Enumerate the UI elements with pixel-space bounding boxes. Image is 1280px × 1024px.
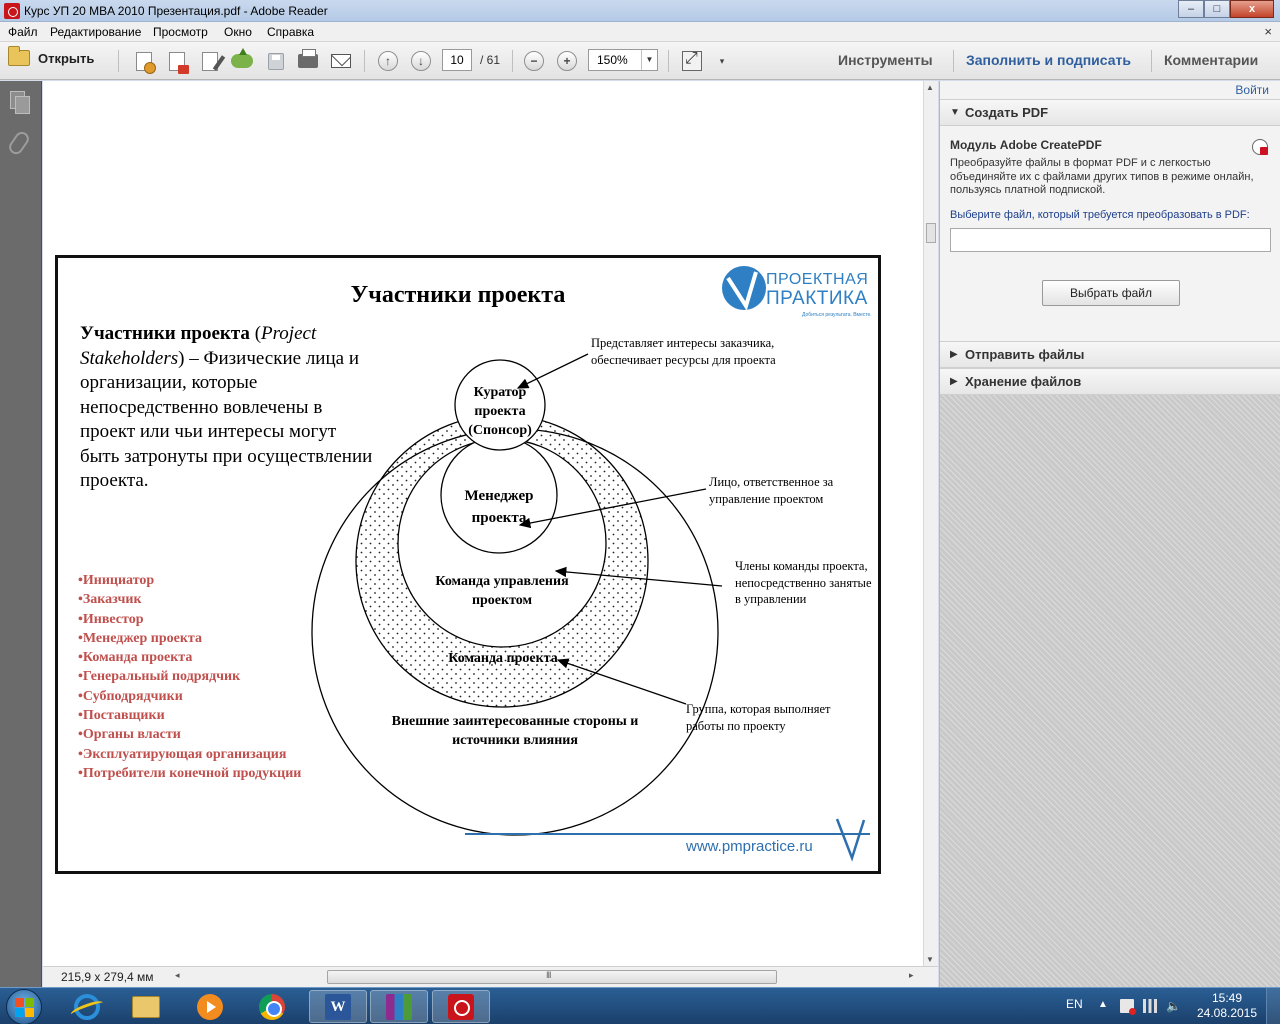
save-button[interactable] [265, 51, 287, 71]
open-label: Открыть [38, 50, 95, 66]
list-item: •Потребители конечной продукции [78, 765, 302, 781]
zoom-value: 150% [597, 53, 628, 67]
adobe-reader-icon [4, 3, 20, 19]
tools-pane [939, 81, 1280, 987]
maximize-button[interactable]: □ [1204, 0, 1230, 18]
toolbar-separator [118, 50, 119, 72]
attachments-paperclip-icon[interactable] [6, 129, 31, 157]
menu-edit[interactable]: Редактирование [50, 25, 142, 39]
document-pdf-icon [169, 52, 185, 71]
zoom-out-button[interactable] [523, 51, 545, 71]
internet-explorer-icon [74, 994, 100, 1020]
list-item: •Заказчик [78, 592, 142, 608]
definition-paren: ( [249, 323, 262, 344]
show-desktop-button[interactable] [1266, 988, 1280, 1024]
winrar-icon [386, 994, 412, 1020]
triangle-right-icon: ▶ [950, 349, 958, 360]
toolbar-more-icon[interactable]: ▾ [719, 55, 725, 66]
page-size-readout: 215,9 x 279,4 мм [61, 970, 154, 984]
vertical-scroll-thumb[interactable] [926, 223, 936, 243]
create-pdf-tool-button[interactable] [133, 51, 155, 71]
definition-term: Участники проекта [80, 323, 250, 344]
title-bar [0, 0, 1280, 22]
plus-icon: + [557, 51, 577, 71]
menu-bar [0, 22, 1280, 42]
print-button[interactable] [297, 51, 319, 71]
start-button[interactable] [6, 989, 42, 1024]
triangle-down-icon: ▼ [950, 107, 960, 118]
email-button[interactable] [330, 51, 352, 71]
word-icon: W [325, 994, 351, 1020]
stakeholder-list [78, 571, 301, 783]
printer-icon [298, 54, 318, 68]
taskbar-explorer[interactable] [117, 990, 175, 1023]
arrow-up-icon: ↑ [378, 51, 398, 71]
list-item: •Поставщики [78, 708, 165, 724]
list-item: •Команда проекта [78, 650, 193, 666]
menu-window[interactable]: Окно [224, 25, 252, 39]
slide [55, 255, 881, 874]
window-title: Курс УП 20 MBA 2010 Презентация.pdf - Adobe Reader [24, 4, 328, 18]
action-center-icon[interactable] [1120, 999, 1134, 1013]
windows-logo-icon [25, 1008, 34, 1017]
convert-pdf-button[interactable] [166, 51, 188, 71]
list-item: •Инвестор [78, 611, 144, 627]
menu-file[interactable]: Файл [8, 25, 38, 39]
expand-icon [682, 51, 702, 71]
scroll-down-arrow-icon[interactable]: ▼ [926, 955, 934, 964]
windows-logo-icon [15, 998, 24, 1007]
document-gear-icon [136, 52, 152, 71]
page-thumbnails-icon[interactable] [10, 91, 30, 113]
scroll-grip: III [546, 970, 551, 980]
folder-icon [8, 50, 30, 66]
chrome-icon [259, 994, 285, 1020]
external-label: Внешние заинтересованные стороны и источники влияния [391, 714, 639, 748]
zoom-in-button[interactable] [556, 51, 578, 71]
sponsor-label: Куратор проекта (Спонсор) [468, 385, 532, 438]
mgmt-team-note: Члены команды проекта, непосредственно занятые в управлении [735, 559, 872, 606]
createpdf-module-icon [1252, 139, 1268, 155]
taskbar-chrome[interactable] [243, 990, 301, 1023]
manager-note: Лицо, ответственное за управление проектом [709, 475, 834, 506]
windows-taskbar [0, 987, 1280, 1024]
logo-line2: ПРАКТИКА [766, 288, 868, 309]
scroll-up-arrow-icon[interactable]: ▲ [926, 83, 934, 92]
show-hidden-icons-icon[interactable]: ▲ [1098, 999, 1108, 1010]
sponsor-note: Представляет интересы заказчика, обеспечивает ресурсы для проекта [591, 336, 776, 367]
prev-page-button[interactable] [377, 51, 399, 71]
list-item: •Субподрядчики [78, 688, 183, 704]
open-button[interactable] [8, 50, 94, 66]
store-files-header[interactable] [940, 368, 1280, 395]
document-pen-icon [202, 52, 218, 71]
toolbar-separator [364, 50, 365, 72]
definition-text: ) – Физические лица и организации, которые непосредственно вовлечены в проект или чьи интересы могут быть затронуты при осуществлении проекта. [80, 347, 373, 491]
create-pdf-label: Создать PDF [965, 105, 1049, 120]
definition-english-term: Project Stakeholders [80, 323, 317, 369]
toolbar-separator [953, 50, 954, 72]
list-item: •Органы власти [78, 727, 181, 743]
envelope-icon [331, 54, 351, 68]
scroll-right-arrow-icon[interactable]: ▸ [909, 970, 914, 980]
taskbar-adobe-reader[interactable] [432, 990, 490, 1023]
media-player-icon [197, 994, 223, 1020]
triangle-right-icon: ▶ [950, 376, 958, 387]
document-view[interactable] [43, 81, 923, 966]
toolbar-separator [512, 50, 513, 72]
close-button[interactable]: x [1230, 0, 1274, 18]
tools-tab[interactable]: Инструменты [838, 52, 933, 68]
taskbar-winrar[interactable] [370, 990, 428, 1023]
vertical-scrollbar[interactable] [923, 81, 938, 966]
menu-help[interactable]: Справка [267, 25, 315, 39]
horizontal-scroll-thumb[interactable] [327, 970, 777, 984]
stakeholder-definition [80, 322, 380, 494]
menu-view[interactable]: Просмотр [153, 25, 208, 39]
send-files-header[interactable] [940, 341, 1280, 368]
system-clock[interactable] [1196, 991, 1258, 1021]
store-files-label: Хранение файлов [965, 374, 1082, 389]
choose-file-button[interactable]: Выбрать файл [1042, 280, 1180, 306]
minimize-button[interactable]: – [1178, 0, 1204, 18]
adobe-reader-icon [448, 994, 474, 1020]
next-page-button[interactable] [410, 51, 432, 71]
toolbar-separator [668, 50, 669, 72]
list-item: •Эксплуатирующая организация [78, 746, 287, 762]
footer-check-mark [837, 819, 864, 858]
cloud-upload-icon [231, 54, 253, 68]
comments-tab[interactable]: Комментарии [1164, 52, 1259, 68]
list-item: •Генеральный подрядчик [78, 669, 241, 685]
volume-icon[interactable]: 🔈 [1166, 999, 1181, 1013]
language-indicator[interactable]: EN [1066, 997, 1083, 1011]
page-number-input[interactable]: 10 [442, 49, 472, 71]
navigation-pane [0, 81, 42, 987]
windows-logo-icon [15, 1008, 24, 1017]
close-document-icon[interactable]: × [1264, 24, 1272, 39]
network-signal-icon[interactable] [1143, 999, 1157, 1013]
windows-logo-icon [25, 998, 34, 1007]
logo-line1: ПРОЕКТНАЯ [766, 271, 869, 288]
slide-title: Участники проекта [350, 282, 566, 308]
clock-date: 24.08.2015 [1196, 1006, 1258, 1020]
folder-icon [132, 996, 160, 1018]
taskbar-media-player[interactable] [181, 990, 239, 1023]
file-path-input[interactable] [950, 228, 1271, 252]
manager-label: Менеджер проекта [464, 488, 534, 526]
chevron-down-icon: ▼ [641, 50, 657, 70]
footer-url[interactable]: www.pmpractice.ru [686, 838, 813, 855]
mgmt-team-label: Команда управления проектом [435, 574, 569, 608]
module-description: Преобразуйте файлы в формат PDF и с легкостью объединяйте их с файлами других типов в режиме онлайн, пользуясь платной подпиской. [950, 157, 1254, 196]
list-item: •Инициатор [78, 573, 155, 588]
project-team-note: Группа, которая выполняет работы по проекту [686, 702, 831, 733]
zoom-select[interactable] [588, 49, 658, 71]
module-title: Модуль Adobe CreatePDF [950, 138, 1102, 152]
save-icon [268, 53, 284, 70]
window-controls [1178, 0, 1274, 18]
create-pdf-header[interactable] [940, 99, 1280, 126]
project-team-label: Команда проекта [448, 651, 558, 666]
taskbar-internet-explorer[interactable] [58, 990, 116, 1023]
choose-file-label: Выберите файл, который требуется преобразовать в PDF: [950, 209, 1250, 221]
page-total: / 61 [480, 53, 501, 67]
list-item: •Менеджер проекта [78, 630, 202, 646]
status-bar [43, 966, 938, 987]
logo-tagline: Добиться результата. Вместе. [802, 312, 872, 318]
fit-page-button[interactable] [681, 51, 703, 71]
upload-cloud-button[interactable] [231, 51, 253, 71]
taskbar-word[interactable] [309, 990, 367, 1023]
pmpractice-logo [718, 268, 874, 318]
minus-icon: − [524, 51, 544, 71]
sign-in-link[interactable]: Войти [1235, 83, 1269, 97]
toolbar-separator [1151, 50, 1152, 72]
fill-sign-tab[interactable]: Заполнить и подписать [966, 52, 1131, 68]
send-files-label: Отправить файлы [965, 347, 1085, 362]
scroll-left-arrow-icon[interactable]: ◂ [175, 970, 180, 980]
clock-time: 15:49 [1211, 991, 1243, 1005]
arrow-down-icon: ↓ [411, 51, 431, 71]
edit-document-button[interactable] [199, 51, 221, 71]
